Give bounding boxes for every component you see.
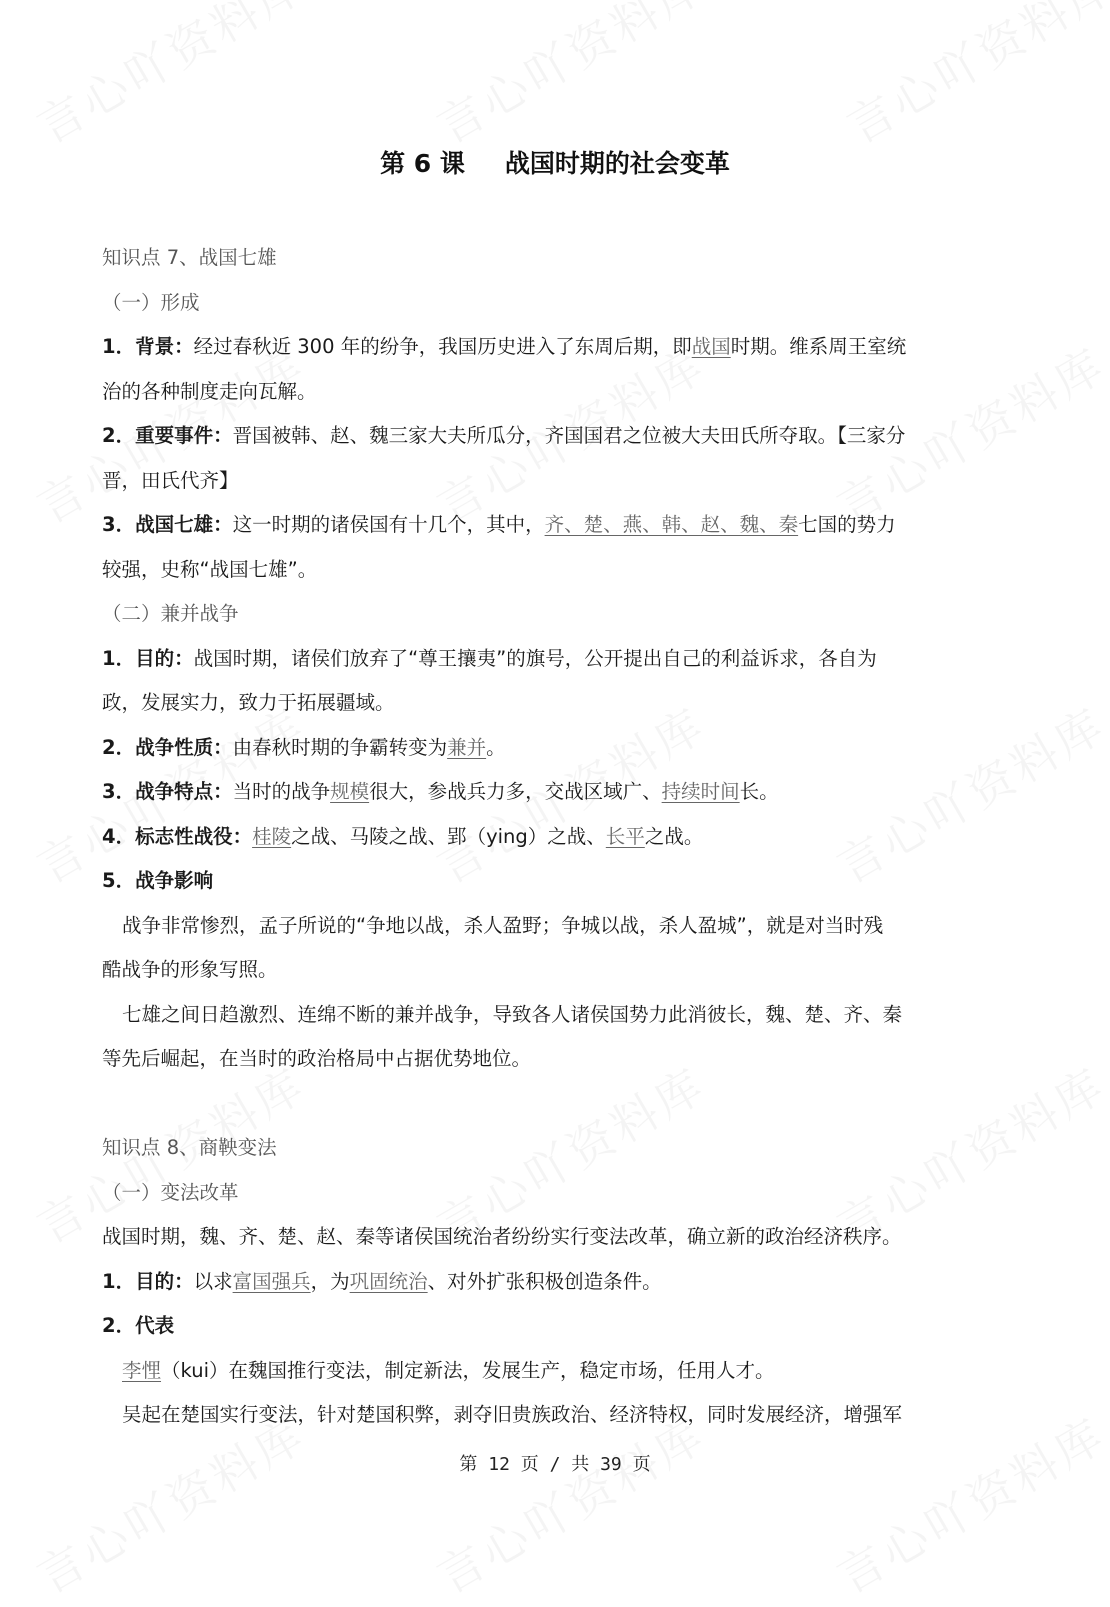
underlined-keyword: 桂陵 [252,824,292,848]
paragraph: 战争非常惨烈，孟子所说的“争地以战，杀人盈野；争城以战，杀人盈城”，就是对当时残 [122,913,884,937]
underlined-keyword: 规模 [330,780,370,803]
text: 晋国被韩、赵、魏三家大夫所瓜分，齐国国君之位被大夫田氏所夺取。【三家分 [232,424,906,447]
item-label: 3．战国七雄： [102,513,233,536]
paragraph-continuation: 政，发展实力，致力于拓展疆域。 [102,691,395,714]
lesson-name: 战国时期的社会变革 [504,149,730,178]
underlined-keyword: 齐、楚、燕、韩、赵、魏、秦 [544,513,799,536]
paragraph [102,1260,1012,1305]
paragraph [102,726,1012,771]
text: 之战、马陵之战、郢（ying）之战、 [291,824,606,848]
subsection-heading: （一）形成 [102,290,200,314]
watermark [24,0,317,157]
underlined-keyword: 兼并 [447,735,487,759]
underlined-keyword: 长平 [605,824,645,848]
document-body [102,236,1012,1438]
paragraph-continuation: 酷战争的形象写照。 [102,958,278,981]
item-label: 2．战争性质： [102,735,233,759]
item-label: 3．战争特点： [102,780,233,803]
text: 很大，参战兵力多，交战区域广、 [369,780,662,803]
paragraph [102,1349,1012,1394]
paragraph [102,770,1012,815]
page-footer: 第 12 页 / 共 39 页 [459,1454,651,1475]
text: ，为 [310,1269,350,1293]
paragraph-continuation: 较强，史称“战国七雄”。 [102,557,318,581]
text: 之战。 [644,824,704,848]
text: 战国时期，诸侯们放弃了“尊王攘夷”的旗号，公开提出自己的利益诉求，各自为 [193,646,877,670]
item-label: 1．背景： [102,335,194,358]
item-label: 2．重要事件： [102,424,233,447]
paragraph [102,637,1012,682]
paragraph-continuation: 治的各种制度走向瓦解。 [102,379,317,403]
text: 当时的战争 [232,780,331,803]
text: 长。 [739,780,779,803]
text: 以求 [193,1269,233,1293]
paragraph [102,325,1012,370]
subsection-heading: （二）兼并战争 [102,602,239,625]
underlined-keyword: 持续时间 [661,780,740,803]
subsection-heading: （一）变法改革 [102,1180,239,1204]
paragraph-continuation: 等先后崛起，在当时的政治格局中占据优势地位。 [102,1047,532,1070]
underlined-keyword: 李悝 [122,1358,162,1382]
section-heading: 知识点 8、商鞅变法 [102,1136,277,1159]
paragraph: 吴起在楚国实行变法，针对楚国积弊，剥夺旧贵族政治、经济特权，同时发展经济，增强军 [122,1403,903,1426]
underlined-keyword: 巩固统治 [349,1269,428,1293]
text: 这一时期的诸侯国有十几个，其中， [232,513,545,536]
paragraph-continuation: 晋，田氏代齐】 [102,468,239,492]
paragraph: 战国时期，魏、齐、楚、赵、秦等诸侯国统治者纷纷实行变法改革，确立新的政治经济秩序。 [102,1225,902,1248]
paragraph [102,414,1012,459]
paragraph [102,815,1012,860]
paragraph: 七雄之间日趋激烈、连绵不断的兼并战争，导致各人诸侯国势力此消彼长，魏、楚、齐、秦 [122,1002,903,1026]
item-label: 4．标志性战役： [102,824,253,848]
item-label: 1．目的： [102,1269,194,1293]
underlined-keyword: 富国强兵 [232,1269,311,1293]
text: 七国的势力 [798,513,896,536]
text: 经过春秋近 300 年的纷争，我国历史进入了东周后期，即 [193,335,692,358]
item-label: 1．目的： [102,646,194,670]
section-heading: 知识点 7、战国七雄 [102,246,277,269]
lesson-number: 第 6 课 [380,149,465,178]
text: 由春秋时期的争霸转变为 [232,735,448,759]
paragraph [102,503,1012,548]
text: （kui）在魏国推行变法，制定新法，发展生产，稳定市场，任用人才。 [161,1358,775,1382]
watermark [834,0,1110,157]
item-label: 5．战争影响 [102,869,214,892]
text: 时期。维系周王室统 [730,335,907,358]
watermark [424,0,717,157]
item-label: 2．代表 [102,1314,175,1337]
underlined-keyword: 战国 [691,335,731,358]
section-gap [102,1082,1012,1127]
page-title [0,144,1110,180]
text: 、对外扩张积极创造条件。 [427,1269,662,1293]
text: 。 [486,735,506,759]
